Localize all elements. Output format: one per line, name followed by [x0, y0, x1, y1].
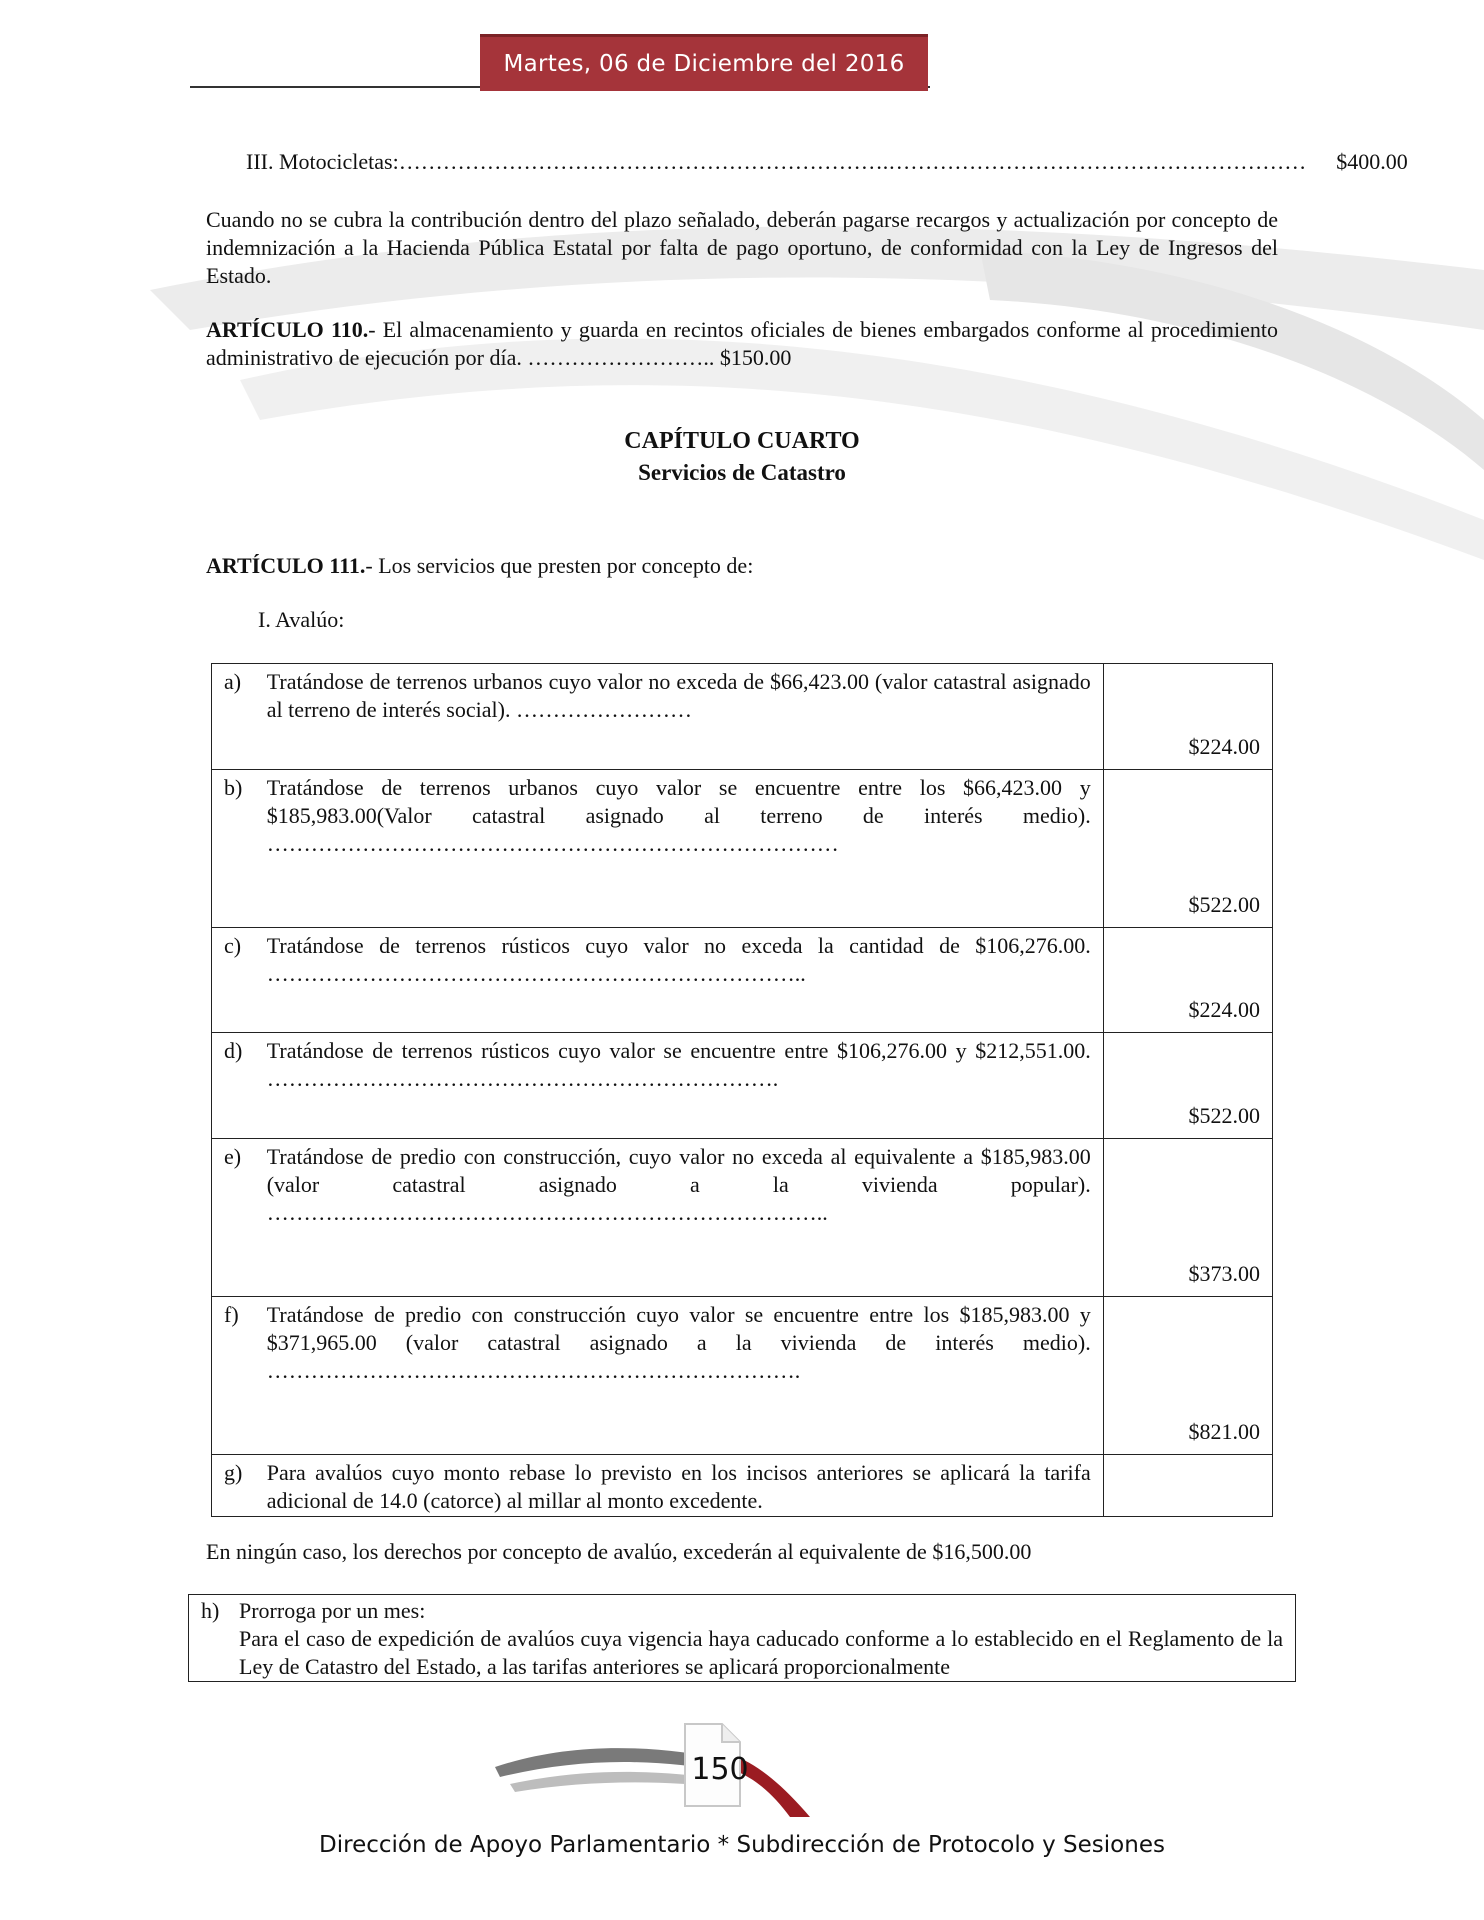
header-date-tab: [480, 34, 928, 91]
chapter-subtitle: Servicios de Catastro: [638, 460, 846, 485]
row-amount: $224.00: [1103, 928, 1272, 1033]
table-row: [189, 1595, 1296, 1682]
paragraph-recargos: Cuando no se cubra la contribución dentro del plazo señalado, deberán pagarse recargos y actualización por concepto de indemnización a la Hacienda Pública Estatal por falta de pago oportuno, de conformidad con la Ley de Ingresos del Estado.: [206, 207, 1278, 288]
row-amount: $821.00: [1103, 1297, 1272, 1455]
row-letter: d): [212, 1033, 255, 1139]
articulo-110: [206, 316, 1278, 372]
motocicletas-amount: $400.00: [1336, 149, 1408, 174]
prorroga-text: Para el caso de expedición de avalúos cuya vigencia haya caducado conforme a lo establecido en el Reglamento de la Ley de Catastro del Estado, a las tarifas anteriores se aplicará proporcionalmente: [239, 1626, 1283, 1679]
motocicletas-dots: ………………………………………………………….…………………………………………………: [398, 149, 1307, 174]
table-row: [212, 928, 1273, 1033]
prorroga-letter: h): [189, 1595, 232, 1682]
page-number: 150: [691, 1752, 749, 1787]
row-description: Tratándose de predio con construcción cuyo valor se encuentre entre los $185,983.00 y $371,965.00 (valor catastral asignado a la vivienda de interés medio). ……………………………………………………………….: [255, 1297, 1104, 1455]
footer-logo-swoosh: [490, 1722, 830, 1832]
row-description: Tratándose de predio con construcción, cuyo valor no exceda al equivalente a $185,983.00 (valor catastral asignado a la vivienda popular). …………………………………………………………………..: [255, 1139, 1104, 1297]
chapter-title: CAPÍTULO CUARTO: [624, 428, 860, 454]
header-date: Martes, 06 de Diciembre del 2016: [503, 51, 905, 77]
footer-text: Dirección de Apoyo Parlamentario * Subdirección de Protocolo y Sesiones: [319, 1832, 1165, 1858]
row-amount: $522.00: [1103, 770, 1272, 928]
articulo-110-title: ARTÍCULO 110.: [206, 317, 369, 342]
articulo-110-text: - El almacenamiento y guarda en recintos oficiales de bienes embargados conforme al procedimiento administrativo de ejecución por día. …………………….. $150.00: [206, 317, 1278, 370]
row-description: Tratándose de terrenos rústicos cuyo valor no exceda la cantidad de $106,276.00. ………………………………………………………………..: [255, 928, 1104, 1033]
row-letter: b): [212, 770, 255, 928]
row-description: Tratándose de terrenos urbanos cuyo valor se encuentre entre los $66,423.00 y $185,983.00(Valor catastral asignado al terreno de interés medio). ……………………………………………………………………: [255, 770, 1104, 928]
avaluo-heading: I. Avalúo:: [258, 607, 345, 632]
prorroga-title: Prorroga por un mes:: [239, 1598, 426, 1623]
table-row: [212, 1033, 1273, 1139]
prorroga-cell: [231, 1595, 1296, 1682]
row-description: Para avalúos cuyo monto rebase lo previsto en los incisos anteriores se aplicará la tarifa adicional de 14.0 (catorce) al millar al monto excedente.: [255, 1455, 1104, 1517]
row-amount: $373.00: [1103, 1139, 1272, 1297]
row-letter: c): [212, 928, 255, 1033]
prorroga-table: [188, 1594, 1296, 1682]
table-row: [212, 1455, 1273, 1517]
motocicletas-label: III. Motocicletas:: [246, 149, 399, 174]
row-description: Tratándose de terrenos urbanos cuyo valor no exceda de $66,423.00 (valor catastral asignado al terreno de interés social). ……………………: [255, 664, 1104, 770]
row-letter: f): [212, 1297, 255, 1455]
motocicletas-line: [246, 148, 1408, 176]
row-amount: [1103, 1455, 1272, 1517]
table-row: [212, 1139, 1273, 1297]
row-letter: a): [212, 664, 255, 770]
table-row: [212, 1297, 1273, 1455]
row-amount: $224.00: [1103, 664, 1272, 770]
row-description: Tratándose de terrenos rústicos cuyo valor se encuentre entre $106,276.00 y $212,551.00. …………………………………………………………….: [255, 1033, 1104, 1139]
table-row: [212, 664, 1273, 770]
row-letter: g): [212, 1455, 255, 1517]
articulo-111-text: - Los servicios que presten por concepto de:: [365, 553, 754, 578]
row-amount: $522.00: [1103, 1033, 1272, 1139]
nota-avaluo: En ningún caso, los derechos por concepto de avalúo, excederán al equivalente de $16,500.00: [206, 1539, 1032, 1564]
articulo-111-title: ARTÍCULO 111.: [206, 553, 366, 578]
row-letter: e): [212, 1139, 255, 1297]
table-row: [212, 770, 1273, 928]
articulo-111: [206, 552, 1278, 580]
avaluo-fee-table: [211, 663, 1273, 1517]
